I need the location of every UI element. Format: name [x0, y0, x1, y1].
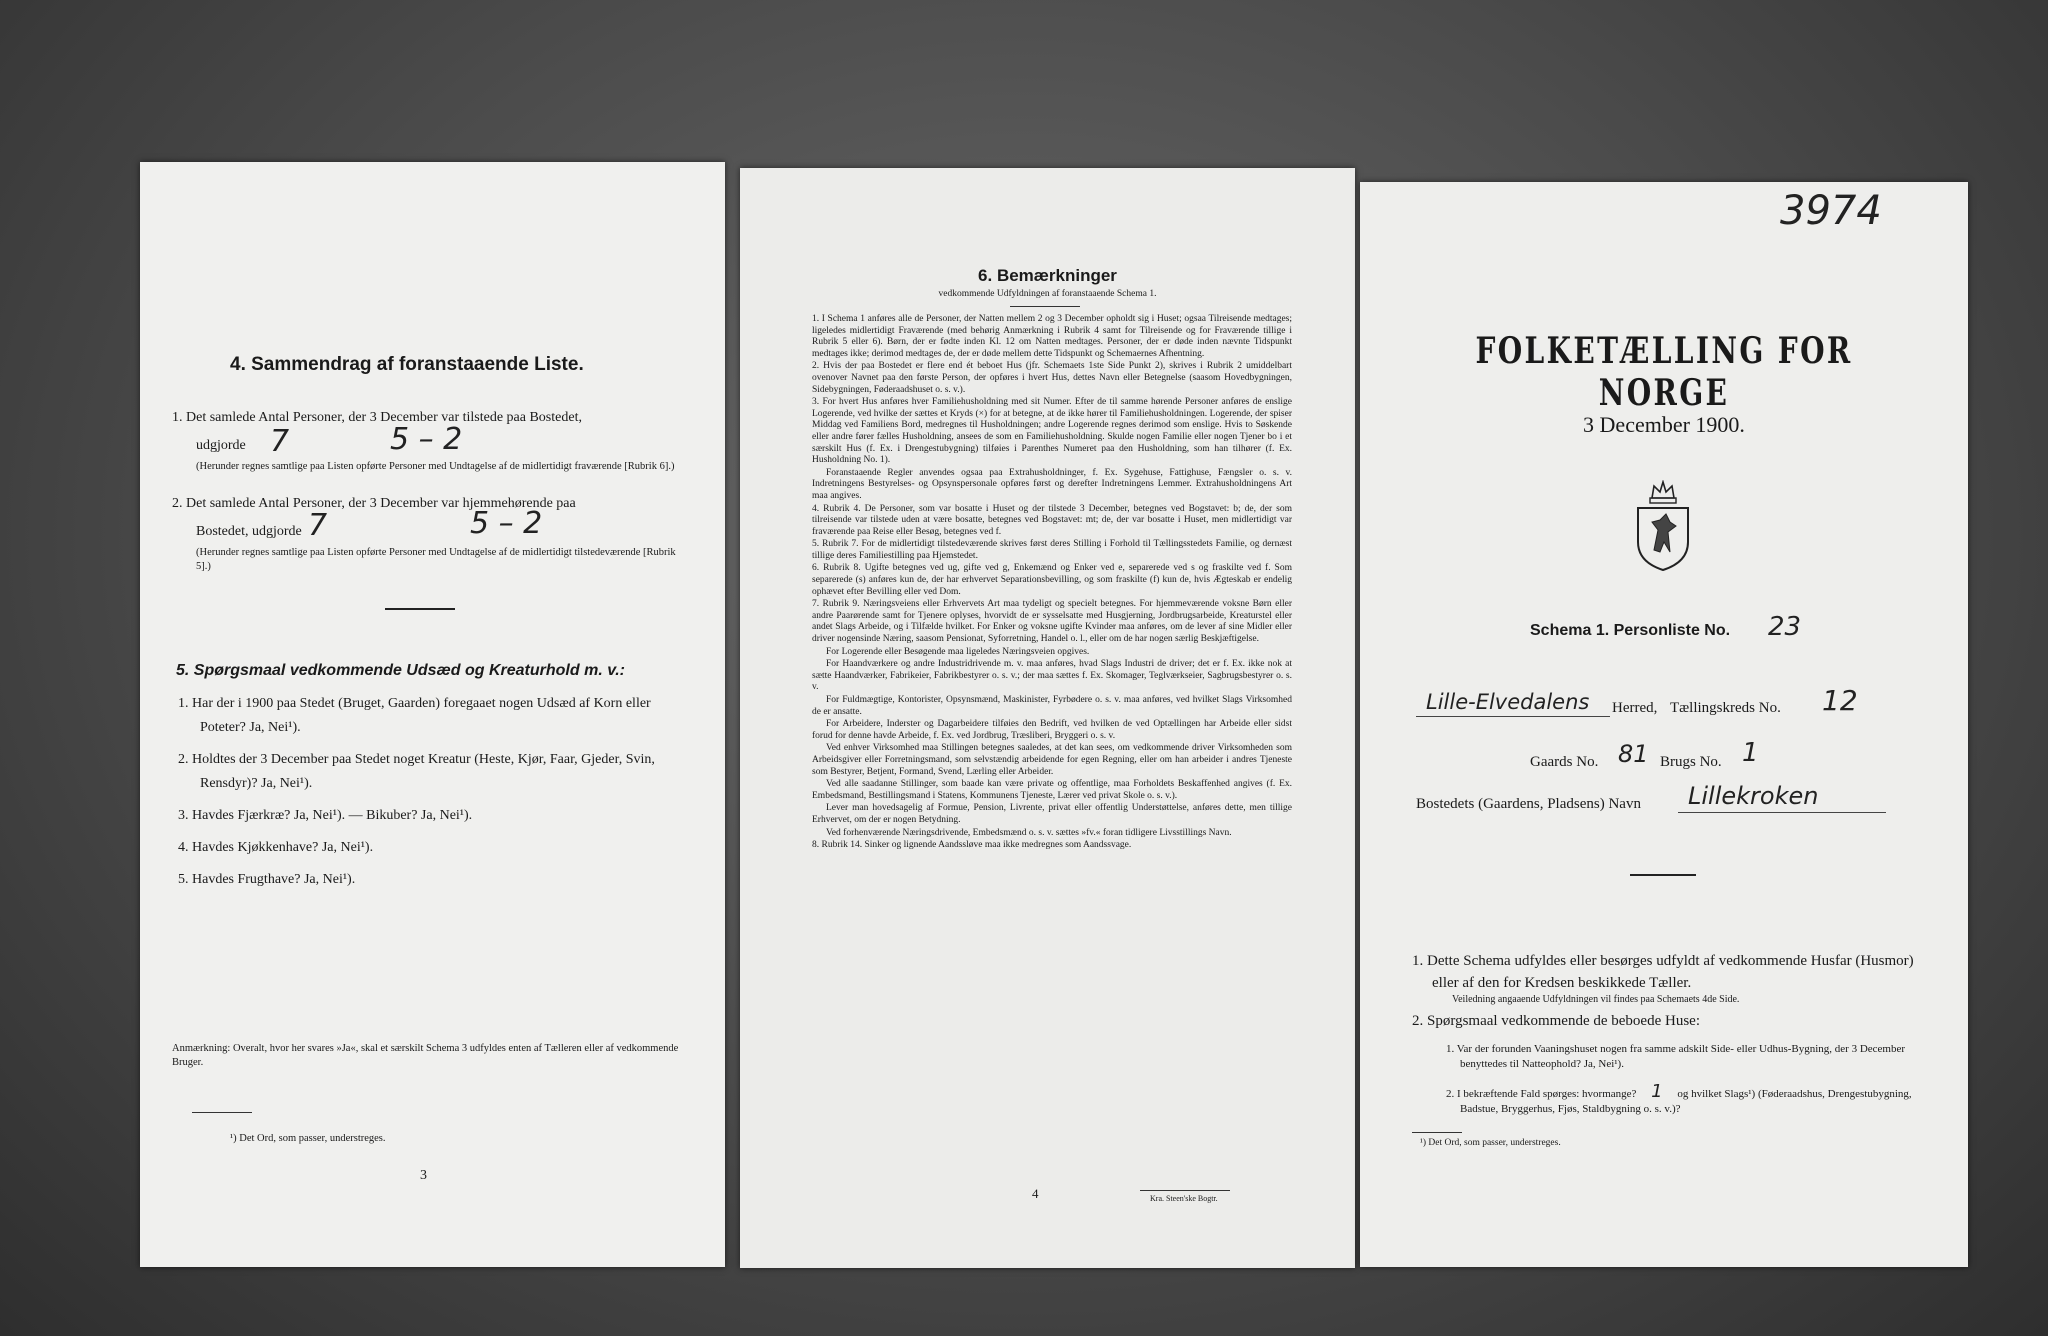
list-item: 2. Holdtes der 3 December paa Stedet noget Kreatur (Heste, Kjør, Faar, Gjeder, Svin, Rensdyr)? Ja, Nei¹).: [178, 752, 655, 791]
paragraph: 6. Rubrik 8. Ugifte betegnes ved ug, gifte ved g, Enkemænd og Enker ved e, separerede ved s og fraskilte ved f. Som separerede (s) anføres kun de, der har erhvervet Separationsbevilling, og som fraskilte (f) kun de, hvis Ægteskab er endelig ophævet efter Bevilling eller ved Dom.: [812, 563, 1292, 597]
coat-of-arms-icon: [1632, 480, 1694, 572]
q2-label: Bostedet, udgjorde: [196, 524, 302, 539]
sub-question-2-count: 1: [1651, 1081, 1663, 1102]
paragraph: 7. Rubrik 9. Næringsveiens eller Erhvervets Art maa tydeligt og specielt betegnes. For hjemmeværende voksne Børn eller andre Paarørende samt for Tjenere oplyses, hvorvidt de er sysselsatte med Husgjerning, Jordbrugsarbeide, Kreaturstel eller andet Slags Arbeide, og i Tilfælde hvilket. For Enker og voksne ugifte Kvinder maa anføres, om de lever af sine Midler eller driver nogensinde Næring, saasom Pensionat, Syforretning, Handel o. l., eller om de har nogen særlig Beskjæftigelse.: [812, 599, 1292, 645]
remarks-subtitle: vedkommende Udfyldningen af foranstaaende Schema 1.: [938, 289, 1157, 299]
footnote-rule: [192, 1112, 252, 1113]
paragraph: 3. For hvert Hus anføres hver Familiehusholdning med sit Numer. Efter de til samme hørende Personer anføres de enslige Logerende, ved hvilke der sættes et Kryds (×) for at betegne, at de ikke hører til Familiehusholdningen. Logerende, der spiser Middag ved Familiens Bord, medregnes til Husholdningen; andre Logerende regnes derimod som enslige. Hvis to Søskende eller andre fører fælles Husholdning, ansees de som en Familiehusholdning. Skulde nogen Familie eller nogen Tjener bo i et særskilt Hus (f. Ex. i Drengestubygning) tilføies i Parenthes Numeret paa den Husholdning, som han tilhører (f. Ex. Husholdning No. 1).: [812, 397, 1292, 466]
q1-text: 1. Det samlede Antal Personer, der 3 December var tilstede paa Bostedet,: [172, 410, 582, 425]
section5-title: 5. Spørgsmaal vedkommende Udsæd og Kreaturhold m. v.:: [176, 662, 625, 679]
sub-question-1: 1. Var der forunden Vaaningshuset nogen fra samme adskilt Side- eller Udhus-Bygning, der 3 December benyttedes til Natteophold? Ja, Nei¹).: [1446, 1043, 1906, 1070]
sub-question-2: [1446, 1081, 1930, 1117]
right-page: [1360, 182, 1968, 1267]
q2-answer: 7: [308, 508, 328, 543]
remarks-title: 6. Bemærkninger: [978, 266, 1117, 285]
list-item: 4. Havdes Kjøkkenhave? Ja, Nei¹).: [178, 840, 374, 855]
list-item: 3. Havdes Fjærkræ? Ja, Nei¹). — Bikuber? Ja, Nei¹).: [178, 808, 473, 823]
page-number: 4: [1032, 1186, 1039, 1201]
divider: [385, 608, 455, 610]
paragraph: Lever man hovedsagelig af Formue, Pension, Livrente, privat eller offentlig Understøttelse, anføres dette, men tillige Erhvervet, om der er nogen Betydning.: [812, 803, 1292, 825]
main-title: FOLKETÆLLING FOR NORGE: [1475, 330, 1853, 414]
paragraph: Ved enhver Virksomhed maa Stillingen betegnes saaledes, at det kan sees, om vedkommende driver Virksomheden som Arbeidsgiver eller Forretningsmand, som selvstændig arbeidende for egen Regning, eller om han arbeider i andres Tjeneste som Bestyrer, Betjent, Formand, Svend, Lærling eller Arbeider.: [812, 743, 1292, 777]
q1-note: (Herunder regnes samtlige paa Listen opførte Personer med Undtagelse af de midlertidigt fraværende [Rubrik 6].): [196, 461, 675, 472]
list-item: 5. Havdes Frugthave? Ja, Nei¹).: [178, 872, 356, 887]
page-number: 3: [420, 1168, 427, 1183]
paragraph: Ved alle saadanne Stillinger, som baade kan være private og offentlige, maa Forholdets Beskaffenhed angives (f. Ex. Embedsmand, Bestillingsmand i Statens, Kommunens Tjeneste, Lærer ved privat Skole o. s. v.).: [812, 779, 1292, 801]
instruction-2: 2. Spørgsmaal vedkommende de beboede Huse:: [1412, 1013, 1700, 1029]
bosted-value: Lillekroken: [1688, 782, 1819, 810]
section4-title: 4. Sammendrag af foranstaaende Liste.: [230, 354, 584, 375]
herred-line: [1416, 716, 1610, 717]
schema-number: 23: [1768, 612, 1802, 642]
bosted-label: Bostedets (Gaardens, Pladsens) Navn: [1416, 796, 1641, 812]
divider: [1630, 874, 1696, 876]
middle-page: [740, 168, 1355, 1268]
brugs-label: Brugs No.: [1660, 754, 1722, 770]
footnote: ¹) Det Ord, som passer, understreges.: [230, 1133, 386, 1144]
instruction-1-sub: Veiledning angaaende Udfyldningen vil findes paa Schemaets 4de Side.: [1452, 994, 1740, 1005]
anmerkning-note: Anmærkning: Overalt, hvor her svares »Ja«, skal et særskilt Schema 3 udfyldes enten af Tælleren eller af vedkommende Bruger.: [172, 1043, 679, 1068]
census-date: 3 December 1900.: [1583, 412, 1745, 437]
instruction-1: 1. Dette Schema udfyldes eller besørges udfyldt af vedkommende Husfar (Husmor) eller af den for Kredsen beskikkede Tæller.: [1412, 953, 1914, 991]
paragraph: For Arbeidere, Inderster og Dagarbeidere tilføies den Bedrift, ved hvilken de ved Optællingen har Arbeide eller sidst forud for denne havde Arbeide, f. Ex. ved Jordbrug, Træsliberi, Bryggeri o. s. v.: [812, 719, 1292, 741]
paragraph: 5. Rubrik 7. For de midlertidigt tilstedeværende skrives først deres Stilling i Forhold til Tællingsstedets Familie, og dernæst tillige deres Familiestilling paa Hjemstedet.: [812, 539, 1292, 561]
paragraph: For Fuldmægtige, Kontorister, Opsynsmænd, Maskinister, Fyrbødere o. s. v. maa anføres, ved hvilket Slags Virksomhed de er ansatte.: [812, 695, 1292, 717]
paragraph: For Logerende eller Besøgende maa ligeledes Næringsveien opgives.: [826, 646, 1090, 657]
q1-label: udgjorde: [196, 438, 246, 453]
bosted-line: [1678, 812, 1886, 813]
gaards-number: 81: [1618, 740, 1649, 768]
printer-rule: [1140, 1190, 1230, 1191]
printer-credit: Kra. Steen'ske Bogtr.: [1150, 1194, 1218, 1203]
divider: [1010, 306, 1080, 307]
kreds-number: 12: [1822, 684, 1858, 717]
footnote: ¹) Det Ord, som passer, understreges.: [1420, 1138, 1561, 1148]
sub-question-2-lead: 2. I bekræftende Fald spørges: hvormange?: [1446, 1088, 1637, 1100]
gaards-label: Gaards No.: [1530, 754, 1599, 770]
q2-text: 2. Det samlede Antal Personer, der 3 December var hjemmehørende paa: [172, 496, 576, 511]
q2-extra: 5 – 2: [470, 506, 543, 541]
brugs-number: 1: [1742, 738, 1759, 768]
paragraph: 4. Rubrik 4. De Personer, som var bosatte i Huset og der tilstede 3 December, betegnes ved Bogstavet: b; de, der som tilreisende var tilstede uden at være bosatte, betegnes ved Bogstavet: mt; de, der var bosatte i Huset, men midlertidigt var fraværende paa Reise eller Besøg, betegnes ved f.: [812, 503, 1292, 537]
q1-extra: 5 – 2: [390, 422, 463, 457]
paragraph: 1. I Schema 1 anføres alle de Personer, der Natten mellem 2 og 3 December opholdt sig i Huset; ogsaa Tilreisende medtages; ligeledes midlertidigt Fraværende (med behørig Anmærkning i Rubrik 4 samt for Tilreisende og for Fraværende tillige i Rubrik 5 eller 6). Børn, der er fødte inden Kl. 12 om Natten medtages. Personer, der er døde inden nævnte Tidspunkt medtages ikke; derimod medtages de, der er døde mellem dette Tidspunkt og Schemaernes Afhentning.: [812, 314, 1292, 359]
q2-note: (Herunder regnes samtlige paa Listen opførte Personer med Undtagelse af de midlertidigt tilstedeværende [Rubrik 5].): [196, 547, 676, 572]
sub-question-2-rest: og hvilket Slags¹) (Føderaadshus, Drengestubygning, Badstue, Bryggerhus, Fjøs, Staldbygning o. s. v.)?: [1460, 1088, 1912, 1115]
herred-value: Lille-Elvedalens: [1426, 690, 1590, 714]
left-page: [140, 162, 725, 1267]
schema-label: Schema 1. Personliste No.: [1530, 622, 1731, 639]
footnote-rule: [1412, 1132, 1462, 1133]
q1-answer: 7: [270, 424, 290, 459]
paragraph: For Haandværkere og andre Industridrivende m. v. maa anføres, hvad Slags Industri de driver; det er f. Ex. ikke nok at sætte Haandværker, Fabrikeier, Fabrikbestyrer o. s. v.; der maa sættes f. Ex. Skomager, Teglværkseier, Sagbrugsbestyrer o. s. v.: [812, 659, 1292, 693]
herred-label: Herred,: [1612, 700, 1658, 716]
paragraph: 8. Rubrik 14. Sinker og lignende Aandssløve maa ikke medregnes som Aandssvage.: [812, 840, 1132, 851]
remarks-body: [812, 314, 1292, 853]
section5-list: [160, 692, 690, 900]
paragraph: 2. Hvis der paa Bostedet er flere end ét beboet Hus (jfr. Schemaets 1ste Side Punkt 2), skrives i Rubrik 2 umiddelbart ovenover Navnet paa den første Person, der opføres i hvert Hus, dettes Navn eller Betegnelse (saasom Hovedbygningen, Sidebygningen, Føderaadshuset o. s. v.).: [812, 361, 1292, 395]
kreds-label: Tællingskreds No.: [1670, 700, 1781, 716]
paragraph: Ved forhenværende Næringsdrivende, Embedsmænd o. s. v. sættes »fv.« foran tidligere Livsstillings Navn.: [826, 827, 1232, 838]
archive-number: 3974: [1780, 188, 1882, 234]
list-item: 1. Har der i 1900 paa Stedet (Bruget, Gaarden) foregaaet nogen Udsæd af Korn eller Poteter? Ja, Nei¹).: [178, 696, 651, 735]
paragraph: Foranstaaende Regler anvendes ogsaa paa Extrahusholdninger, f. Ex. Sygehuse, Fattighuse, Fængsler o. s. v. Indretningens Bestyrelses- og Opsynspersonale opføres først og derefter Indretningens Lemmer. Extrahusholdningens Art maa angives.: [812, 467, 1292, 501]
